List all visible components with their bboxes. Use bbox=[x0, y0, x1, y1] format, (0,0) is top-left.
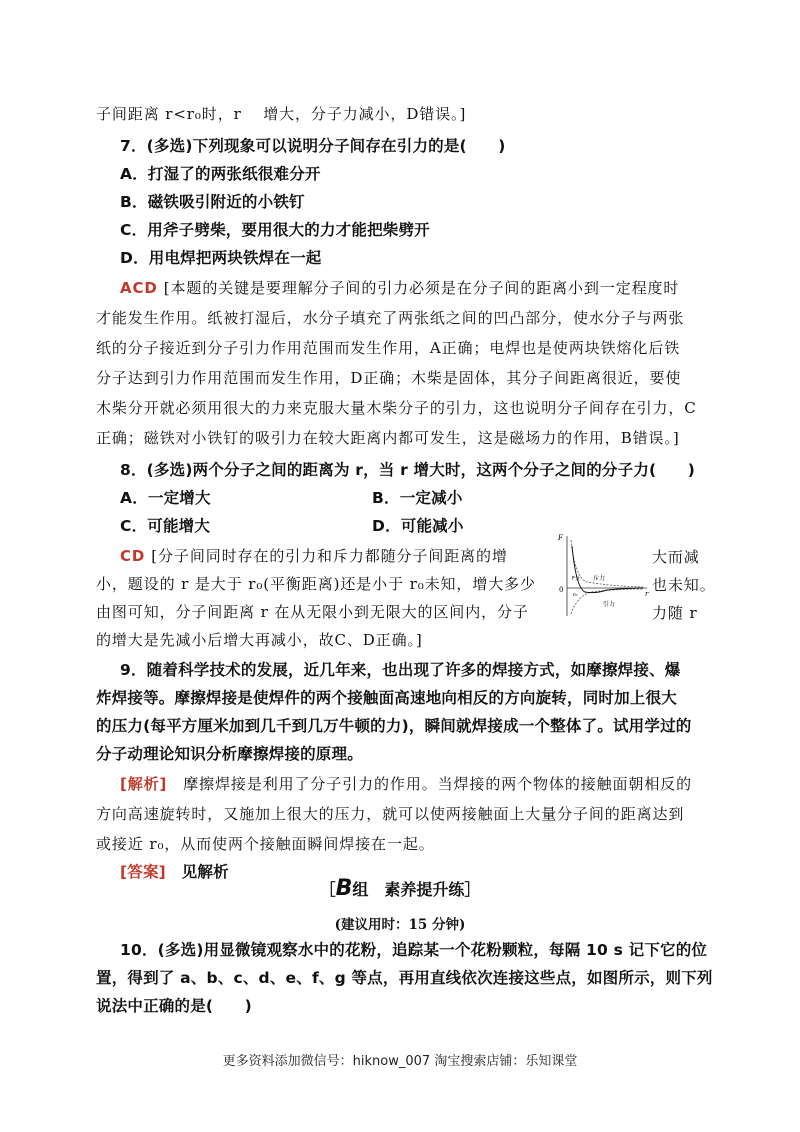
question-7-option-d: D．用电焊把两块铁焊在一起 bbox=[120, 249, 322, 267]
answer-7-line-2: 才能发生作用。纸被打湿后，水分子填充了两张纸之间的凹凸部分，使水分子与两张 bbox=[96, 309, 685, 327]
answer-9-text: 见解析 bbox=[165, 863, 229, 881]
graph-net-force-curve bbox=[572, 546, 643, 593]
question-9-line-3: 的压力(每平方厘米加到几千到几万牛顿的力)，瞬间就焊接成一个整体了。试用学过的 bbox=[96, 717, 692, 735]
question-7-stem: 7．(多选)下列现象可以说明分子间存在引力的是( ) bbox=[120, 137, 506, 155]
question-8-row-1 bbox=[120, 488, 463, 508]
answer-7-line-1 bbox=[120, 278, 679, 298]
question-8-row-2 bbox=[120, 516, 464, 536]
analysis-9-line-3: 或接近 r₀，从而使两个接触面瞬间焊接在一起。 bbox=[96, 835, 435, 853]
question-9-line-4: 分子动理论知识分析摩擦焊接的原理。 bbox=[96, 745, 363, 763]
section-letter: B bbox=[335, 876, 353, 901]
answer-7-text-1: [本题的关键是要理解分子间的引力必须是在分子间的距离小到一定程度时 bbox=[163, 279, 680, 297]
question-8-option-b: B．一定减小 bbox=[372, 489, 463, 507]
graph-net-label: F分 bbox=[572, 576, 580, 582]
question-8-option-d: D．可能减小 bbox=[372, 517, 464, 535]
footer-note: 更多资料添加微信号：hiknow_007 淘宝搜索店铺：乐知课堂 bbox=[222, 1054, 578, 1069]
answer-7-line-6: 正确；磁铁对小铁钉的吸引力在较大距离内都可发生，这是磁场力的作用，B错误。] bbox=[96, 429, 680, 447]
question-8-stem: 8．(多选)两个分子之间的距离为 r，当 r 增大时，这两个分子之间的分子力( ) bbox=[120, 461, 695, 479]
answer-8-line-4: 的增大是先减小后增大再减小，故C、D正确。] bbox=[96, 631, 423, 649]
question-8-option-c: C．可能增大 bbox=[120, 517, 211, 535]
answer-tag: [答案] bbox=[120, 863, 166, 881]
analysis-9-line-1 bbox=[120, 774, 692, 794]
question-7-option-b: B．磁铁吸引附近的小铁钉 bbox=[120, 193, 305, 211]
question-10-line-1: 10．(多选)用显微镜观察水中的花粉，追踪某一个花粉颗粒，每隔 10 s 记下它的位 bbox=[120, 941, 708, 959]
question-7-option-c: C．用斧子劈柴，要用很大的力才能把柴劈开 bbox=[120, 221, 430, 239]
graph-y-label: F bbox=[558, 534, 563, 542]
graph-repulsion-curve bbox=[571, 540, 643, 587]
question-7-option-a: A．打湿了的两张纸很难分开 bbox=[120, 165, 321, 183]
answer-7-line-3: 纸的分子接近到分子引力作用范围而发生作用，A正确；电焊也是使两块铁熔化后铁 bbox=[96, 339, 681, 357]
analysis-9-text-1: 摩擦焊接是利用了分子引力的作用。当焊接的两个物体的接触面朝相反的 bbox=[167, 775, 693, 793]
graph-origin-label: 0 bbox=[559, 586, 564, 594]
answer-8-right-1: 大而减 bbox=[652, 548, 700, 566]
answer-8-key: CD bbox=[120, 547, 146, 565]
answer-7-line-5: 木柴分开就必须用很大的力来克服大量木柴分子的引力，这也说明分子间存在引力，C bbox=[96, 399, 697, 417]
question-9-line-2: 炸焊接等。摩擦焊接是使焊件的两个接触面高速地向相反的方向旋转，同时加上很大 bbox=[96, 689, 677, 707]
section-bracket-close: ］ bbox=[464, 880, 481, 899]
section-heading bbox=[0, 876, 800, 901]
answer-8-right-2: 也未知。 bbox=[652, 576, 716, 594]
answer-7-key: ACD bbox=[120, 279, 158, 297]
answer-8-line-2: 小，题设的 r 是大于 r₀(平衡距离)还是小于 r₀未知，增大多少 bbox=[96, 575, 536, 593]
question-8-option-a: A．一定增大 bbox=[120, 489, 211, 507]
suggested-time: (建议用时：15 分钟) bbox=[334, 917, 466, 933]
question-9-line-1: 9．随着科学技术的发展，近几年来，也出现了许多的焊接方式，如摩擦焊接、爆 bbox=[120, 661, 681, 679]
answer-8-line-1 bbox=[120, 546, 508, 566]
answer-8-text-1: [分子间同时存在的引力和斥力都随分子间距离的增 bbox=[151, 547, 508, 565]
graph-x-label: r bbox=[645, 590, 649, 598]
section-bracket-open: ［ bbox=[319, 880, 336, 899]
answer-8-right-3: 力随 r bbox=[652, 604, 698, 622]
graph-r0-label: r₀ bbox=[573, 592, 578, 598]
question-10-line-3: 说法中正确的是( ) bbox=[96, 997, 252, 1015]
answer-7-line-4: 分子达到引力作用范围而发生作用，D正确；木柴是固体，其分子间距离很近，要使 bbox=[96, 369, 682, 387]
question-10-line-2: 置，得到了 a、b、c、d、e、f、g 等点，再用直线依次连接这些点，如图所示，则下列 bbox=[96, 969, 713, 987]
analysis-tag: [解析] bbox=[120, 775, 168, 793]
analysis-9-line-2: 方向高速旋转时，又施加上很大的压力，就可以使两接触面上大量分子间的距离达到 bbox=[96, 805, 685, 823]
molecular-force-graph bbox=[555, 530, 655, 620]
prev-answer-tail: 子间距离 r<r₀时，r 增大，分子力减小，D错误。] bbox=[96, 105, 467, 123]
graph-repulsion-label: 斥力 bbox=[593, 575, 606, 582]
section-title: 组 素养提升练 bbox=[352, 880, 465, 899]
graph-attraction-label: 引力 bbox=[603, 601, 616, 608]
answer-8-line-3: 由图可知，分子间距离 r 在从无限小到无限大的区间内，分子 bbox=[96, 603, 529, 621]
